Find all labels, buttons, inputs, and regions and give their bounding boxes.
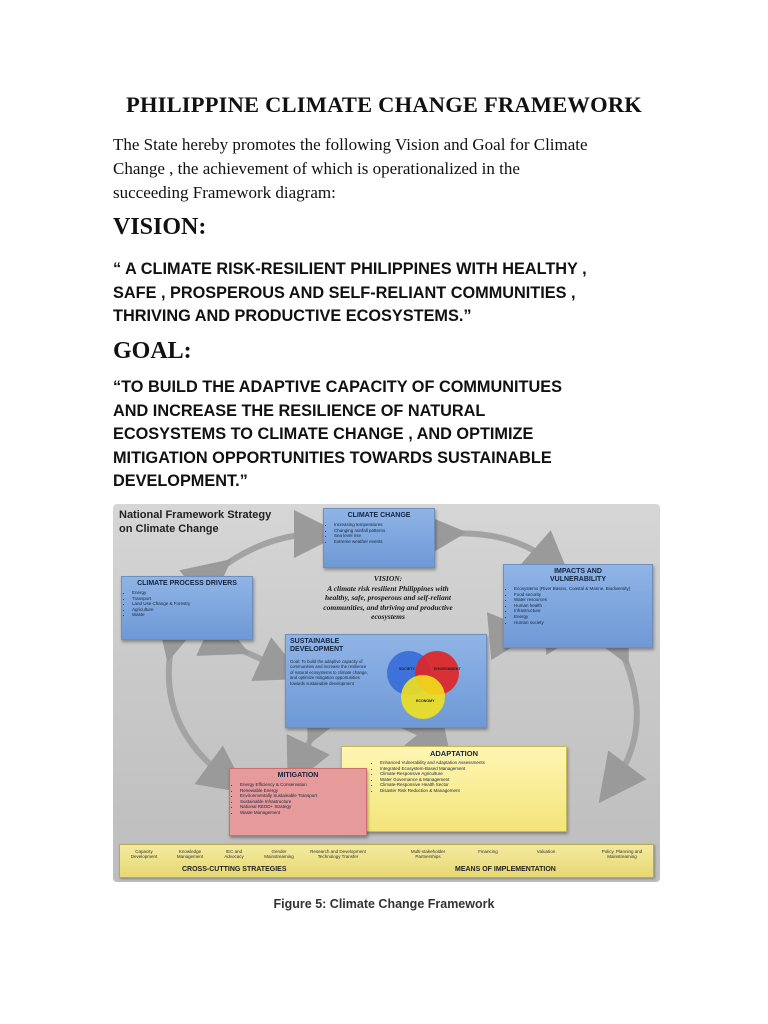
vision-heading: VISION:: [113, 214, 207, 240]
means-label: MEANS OF IMPLEMENTATION: [455, 866, 556, 873]
means-item: Multi-stakeholder Partnerships: [410, 849, 446, 860]
goal-line: AND INCREASE THE RESILIENCE OF NATURAL: [113, 401, 486, 420]
venn-environment-label: ENVIRONMENT: [434, 667, 461, 671]
cross-cutting-item: Research and Development Technology Transfer: [310, 849, 366, 860]
vision-line: SAFE , PROSPEROUS AND SELF-RELIANT COMMUNITIES ,: [113, 283, 576, 302]
list-item: • Food security: [514, 592, 652, 598]
means-item: Policy, Planning and Mainstreaming: [601, 849, 643, 860]
sustainability-venn: [371, 643, 481, 725]
list-item: • Disaster Risk Reduction & Management: [380, 788, 566, 794]
list-item: • Renewable Energy: [240, 788, 366, 794]
goal-line: ECOSYSTEMS TO CLIMATE CHANGE , AND OPTIMIZE: [113, 425, 534, 443]
impacts-heading-line: IMPACTS AND: [554, 568, 602, 575]
adaptation-list: [370, 760, 566, 794]
list-item: • Transport: [132, 596, 252, 602]
mitigation-box: [229, 768, 367, 836]
list-item: • Changing rainfall patterns: [334, 528, 434, 534]
intro-line: succeeding Framework diagram:: [113, 183, 336, 202]
sd-goal-text: Goal: To build the adaptive capacity of communities and increase the resilience of natural ecosystems to climate change, and optimize mitigation opportunities towards sustainable development: [290, 659, 368, 686]
list-item: • Water resources: [514, 597, 652, 603]
page-title: PHILIPPINE CLIMATE CHANGE FRAMEWORK: [126, 92, 642, 117]
list-item: • Energy Efficiency & Conservation: [240, 782, 366, 788]
goal-line: DEVELOPMENT.”: [113, 472, 248, 490]
goal-heading: GOAL:: [113, 338, 192, 364]
climate-drivers-heading: CLIMATE PROCESS DRIVERS: [137, 580, 237, 587]
diagram-vision-line: ecosystems: [371, 612, 405, 622]
list-item: • Sustainable Infrastructure: [240, 799, 366, 805]
climate-drivers-list: [122, 590, 252, 618]
goal-line: “TO BUILD THE ADAPTIVE CAPACITY OF COMMUNITUES: [113, 378, 562, 396]
strategies-strip: [119, 844, 654, 878]
list-item: • Energy: [132, 590, 252, 596]
list-item: • Water Governance & Management: [380, 777, 566, 783]
means-item: Financing: [478, 849, 498, 854]
list-item: • Waste: [132, 612, 252, 618]
cross-cutting-item: Knowledge Management: [176, 849, 204, 860]
list-item: • Environmentally Sustainable Transport: [240, 793, 366, 799]
sustainable-development-box: [285, 634, 487, 728]
diagram-title: [119, 508, 271, 536]
intro-line: Change , the achievement of which is operationalized in the: [113, 159, 520, 178]
adaptation-heading: ADAPTATION: [429, 749, 479, 758]
list-item: • Increasing temperatures: [334, 522, 434, 528]
list-item: • Energy: [514, 614, 652, 620]
list-item: • Sea level rise: [334, 533, 434, 539]
list-item: • Land Use Change & Forestry: [132, 601, 252, 607]
cross-cutting-item: IEC and Advocacy: [224, 849, 244, 860]
impacts-box: [503, 564, 653, 648]
goal-line: MITIGATION OPPORTUNITIES TOWARDS SUSTAINABLE: [113, 448, 552, 467]
list-item: • Enhanced Vulnerability and Adaptation Assessments: [380, 760, 566, 766]
vision-line: “ A CLIMATE RISK-RESILIENT PHILIPPINES WITH HEALTHY ,: [113, 260, 587, 278]
diagram-title-line: on Climate Change: [119, 523, 219, 535]
diagram-vision-line: VISION:: [373, 574, 403, 583]
mitigation-list: [230, 782, 366, 816]
diagram-title-line: National Framework Strategy: [119, 509, 272, 521]
intro-paragraph: [113, 133, 673, 205]
climate-change-box: [323, 508, 435, 568]
cross-cutting-label: CROSS-CUTTING STRATEGIES: [182, 866, 287, 873]
cross-cutting-item: Capacity Development: [130, 849, 158, 860]
climate-drivers-box: [121, 576, 253, 640]
intro-line: The State hereby promotes the following Vision and Goal for Climate: [113, 135, 588, 154]
list-item: • Human society: [514, 620, 652, 626]
goal-statement: [113, 376, 693, 494]
list-item: • Infrastructure: [514, 608, 652, 614]
impacts-heading: [504, 568, 652, 584]
mitigation-heading: MITIGATION: [277, 772, 319, 779]
framework-diagram: [113, 504, 660, 882]
impacts-list: [504, 586, 652, 625]
sd-heading-line: SUSTAINABLE: [290, 638, 340, 645]
list-item: • Human health: [514, 603, 652, 609]
impacts-heading-line: VULNERABILITY: [550, 576, 606, 583]
means-item: Valuation: [536, 849, 556, 854]
venn-society-label: SOCIETY: [399, 667, 415, 671]
climate-change-heading: CLIMATE CHANGE: [347, 512, 411, 519]
diagram-vision-text: [273, 574, 503, 622]
vision-line: THRIVING AND PRODUCTIVE ECOSYSTEMS.”: [113, 307, 472, 325]
cross-cutting-item: Gender Mainstreaming: [264, 849, 294, 860]
climate-change-list: [324, 522, 434, 544]
diagram-vision-line: communities, and thriving and productive: [323, 602, 453, 612]
list-item: • Waste Management: [240, 810, 366, 816]
list-item: • Extreme weather events: [334, 539, 434, 545]
list-item: • Ecosystems (River Basins, Coastal & Marine, Biodiversity): [514, 586, 652, 592]
diagram-vision-line: healthy, safe, prosperous and self-reliant: [325, 593, 451, 603]
list-item: • Climate-Responsive Health Sector: [380, 782, 566, 788]
list-item: • Agriculture: [132, 607, 252, 613]
list-item: • Integrated Ecosystem-Based Management: [380, 766, 566, 772]
adaptation-box: [341, 746, 567, 832]
diagram-vision-line: A climate risk resilient Philippines with: [327, 583, 449, 593]
venn-economy-label: ECONOMY: [416, 699, 435, 703]
list-item: • Climate-Responsive Agriculture: [380, 771, 566, 777]
vision-statement: [113, 258, 693, 329]
sd-heading-line: DEVELOPMENT: [290, 646, 344, 653]
figure-caption: Figure 5: Climate Change Framework: [273, 897, 495, 911]
list-item: • National REDD+ Strategy: [240, 804, 366, 810]
